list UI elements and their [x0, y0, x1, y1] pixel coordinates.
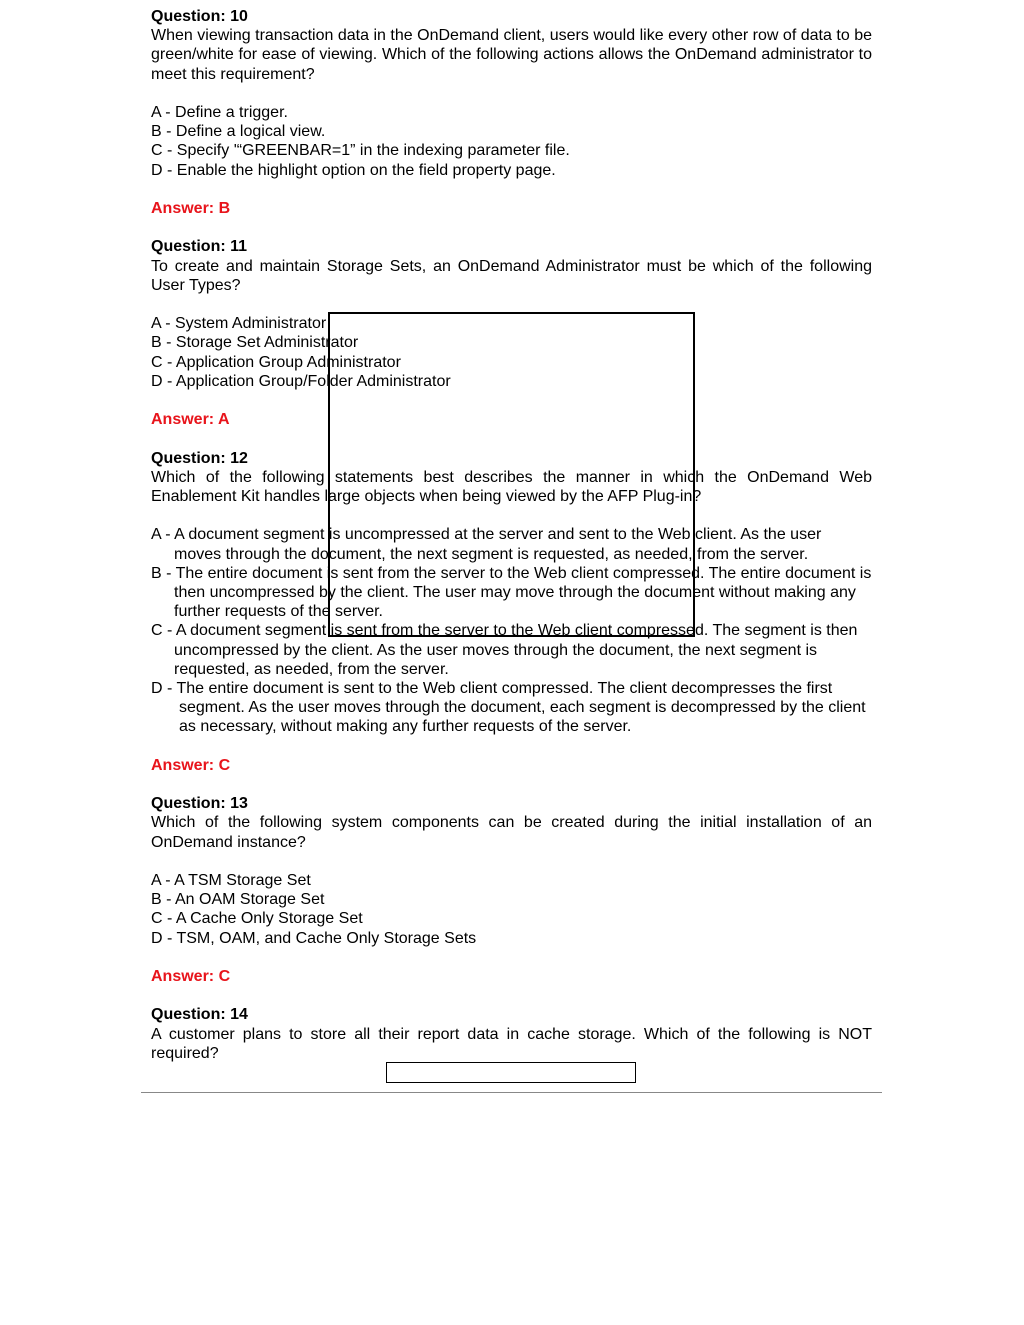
option: D - Application Group/Folder Administrator	[151, 372, 451, 390]
question-heading: Question: 11	[151, 238, 248, 256]
question-text: To create and maintain Storage Sets, an OnDemand Administrator must be which of the following User Types?	[151, 257, 872, 294]
question-14	[151, 1005, 872, 1063]
option: B - Storage Set Administrator	[151, 334, 359, 352]
option: D - TSM, OAM, and Cache Only Storage Sets	[151, 929, 477, 947]
option: D - The entire document is sent to the Web client compressed. The client decompresses the first segment. As the user moves through the document, each segment is decompressed by the client as necessary, without making any further requests of the server.	[151, 680, 866, 736]
option: C - A document segment is sent from the server to the Web client compressed. The segment is then uncompressed by the client. As the user moves through the document, the next segment is requested, as needed, from the server.	[151, 622, 858, 678]
option: A - A document segment is uncompressed at the server and sent to the Web client. As the user moves through the document, the next segment is requested, as needed, from the server.	[151, 526, 822, 563]
page-divider	[141, 1092, 882, 1093]
option: A - Define a trigger.	[151, 104, 288, 121]
question-text: Which of the following system components can be created during the initial installation of an OnDemand instance?	[151, 814, 872, 851]
answer-label: Answer: B	[151, 200, 231, 217]
option: B - Define a logical view.	[151, 123, 326, 141]
input-box[interactable]	[386, 1062, 636, 1083]
option: A - System Administrator	[151, 315, 327, 333]
option: C - Specify '“GREENBAR=1” in the indexing parameter file.	[151, 142, 570, 160]
option: C - Application Group Administrator	[151, 353, 401, 371]
question-heading: Question: 13	[151, 795, 248, 813]
question-13	[151, 794, 872, 1005]
option: A - A TSM Storage Set	[151, 871, 311, 889]
question-text: A customer plans to store all their report data in cache storage. Which of the following is NOT required?	[151, 1025, 872, 1062]
answer-label: Answer: C	[151, 967, 231, 985]
option: D - Enable the highlight option on the field property page.	[151, 161, 556, 179]
question-heading: Question: 14	[151, 1006, 248, 1024]
question-11	[151, 237, 872, 448]
question-10	[151, 7, 872, 237]
answer-label: Answer: A	[151, 411, 230, 429]
question-12	[151, 449, 872, 795]
option: B - An OAM Storage Set	[151, 891, 325, 909]
answer-label: Answer: C	[151, 756, 231, 774]
question-heading: Question: 12	[151, 449, 248, 467]
document-page	[151, 7, 872, 1063]
option: B - The entire document is sent from the server to the Web client compressed. The entire document is then uncompressed by the client. The user may move through the document without making any further requests of the server.	[151, 564, 872, 621]
question-heading: Question: 10	[151, 8, 248, 25]
option: C - A Cache Only Storage Set	[151, 910, 363, 928]
question-text: Which of the following statements best describes the manner in which the OnDemand Web Enablement Kit handles large objects when being viewed by the AFP Plug-in?	[151, 468, 872, 505]
question-text: When viewing transaction data in the OnDemand client, users would like every other row of data to be green/white for ease of viewing. Which of the following actions allows the OnDemand administrator to meet this requirement?	[151, 27, 872, 83]
